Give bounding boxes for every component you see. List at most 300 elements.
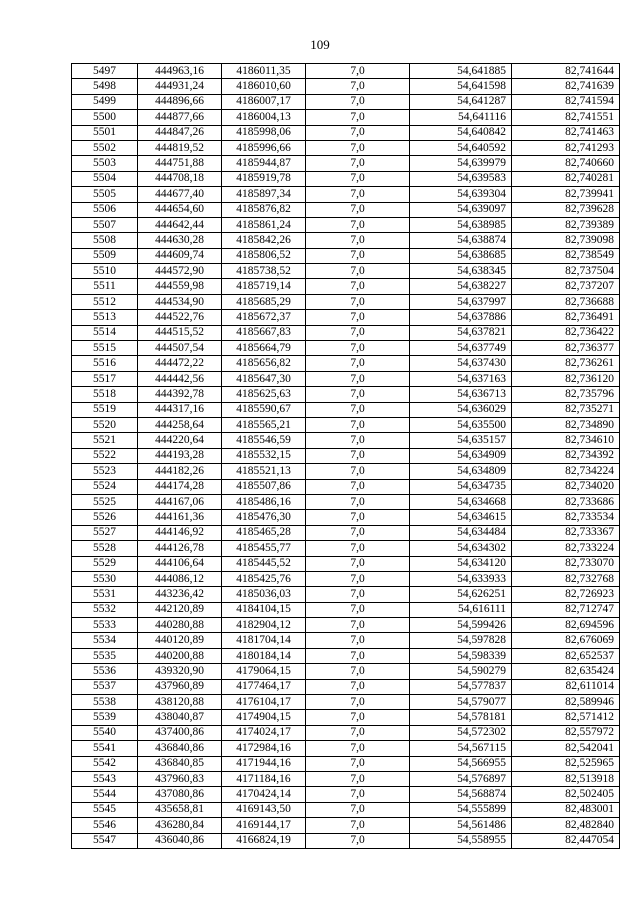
longitude-cell: 82,652537 <box>512 648 620 663</box>
point-number-cell: 5537 <box>72 679 138 694</box>
longitude-cell: 82,734890 <box>512 417 620 432</box>
x-coordinate-cell: 444258,64 <box>138 417 222 432</box>
x-coordinate-cell: 444877,66 <box>138 110 222 125</box>
longitude-cell: 82,525965 <box>512 756 620 771</box>
longitude-cell: 82,741463 <box>512 125 620 140</box>
table-row <box>72 695 620 710</box>
latitude-cell: 54,637163 <box>410 371 512 386</box>
x-coordinate-cell: 440120,89 <box>138 633 222 648</box>
x-coordinate-cell: 437960,89 <box>138 679 222 694</box>
y-coordinate-cell: 4185036,03 <box>222 587 306 602</box>
y-coordinate-cell: 4185876,82 <box>222 202 306 217</box>
table-row <box>72 479 620 494</box>
table-row <box>72 448 620 463</box>
longitude-cell: 82,611014 <box>512 679 620 694</box>
table-row <box>72 494 620 509</box>
latitude-cell: 54,634484 <box>410 525 512 540</box>
longitude-cell: 82,741639 <box>512 79 620 94</box>
x-coordinate-cell: 444572,90 <box>138 264 222 279</box>
y-coordinate-cell: 4185647,30 <box>222 371 306 386</box>
x-coordinate-cell: 444630,28 <box>138 233 222 248</box>
table-row <box>72 310 620 325</box>
table-row <box>72 802 620 817</box>
table-row <box>72 248 620 263</box>
accuracy-cell: 7,0 <box>306 264 410 279</box>
accuracy-cell: 7,0 <box>306 525 410 540</box>
accuracy-cell: 7,0 <box>306 217 410 232</box>
y-coordinate-cell: 4185806,52 <box>222 248 306 263</box>
longitude-cell: 82,739941 <box>512 187 620 202</box>
accuracy-cell: 7,0 <box>306 633 410 648</box>
y-coordinate-cell: 4174904,15 <box>222 710 306 725</box>
accuracy-cell: 7,0 <box>306 541 410 556</box>
y-coordinate-cell: 4185738,52 <box>222 264 306 279</box>
accuracy-cell: 7,0 <box>306 494 410 509</box>
point-number-cell: 5535 <box>72 648 138 663</box>
y-coordinate-cell: 4172984,16 <box>222 741 306 756</box>
point-number-cell: 5531 <box>72 587 138 602</box>
accuracy-cell: 7,0 <box>306 156 410 171</box>
accuracy-cell: 7,0 <box>306 695 410 710</box>
point-number-cell: 5506 <box>72 202 138 217</box>
accuracy-cell: 7,0 <box>306 402 410 417</box>
latitude-cell: 54,636713 <box>410 387 512 402</box>
latitude-cell: 54,635157 <box>410 433 512 448</box>
y-coordinate-cell: 4185486,16 <box>222 494 306 509</box>
accuracy-cell: 7,0 <box>306 294 410 309</box>
accuracy-cell: 7,0 <box>306 125 410 140</box>
latitude-cell: 54,641598 <box>410 79 512 94</box>
table-row <box>72 571 620 586</box>
longitude-cell: 82,513918 <box>512 771 620 786</box>
longitude-cell: 82,732768 <box>512 571 620 586</box>
point-number-cell: 5520 <box>72 417 138 432</box>
table-row <box>72 556 620 571</box>
x-coordinate-cell: 444819,52 <box>138 140 222 155</box>
latitude-cell: 54,641885 <box>410 64 512 79</box>
accuracy-cell: 7,0 <box>306 171 410 186</box>
accuracy-cell: 7,0 <box>306 371 410 386</box>
longitude-cell: 82,736261 <box>512 356 620 371</box>
accuracy-cell: 7,0 <box>306 64 410 79</box>
x-coordinate-cell: 444559,98 <box>138 279 222 294</box>
accuracy-cell: 7,0 <box>306 479 410 494</box>
x-coordinate-cell: 444146,92 <box>138 525 222 540</box>
y-coordinate-cell: 4186007,17 <box>222 94 306 109</box>
latitude-cell: 54,568874 <box>410 787 512 802</box>
point-number-cell: 5543 <box>72 771 138 786</box>
latitude-cell: 54,578181 <box>410 710 512 725</box>
latitude-cell: 54,634809 <box>410 464 512 479</box>
point-number-cell: 5502 <box>72 140 138 155</box>
latitude-cell: 54,639097 <box>410 202 512 217</box>
table-row <box>72 417 620 432</box>
accuracy-cell: 7,0 <box>306 756 410 771</box>
latitude-cell: 54,626251 <box>410 587 512 602</box>
latitude-cell: 54,641116 <box>410 110 512 125</box>
x-coordinate-cell: 438120,88 <box>138 695 222 710</box>
x-coordinate-cell: 444161,36 <box>138 510 222 525</box>
latitude-cell: 54,639979 <box>410 156 512 171</box>
longitude-cell: 82,733367 <box>512 525 620 540</box>
latitude-cell: 54,640592 <box>410 140 512 155</box>
latitude-cell: 54,640842 <box>410 125 512 140</box>
x-coordinate-cell: 444193,28 <box>138 448 222 463</box>
accuracy-cell: 7,0 <box>306 648 410 663</box>
latitude-cell: 54,634735 <box>410 479 512 494</box>
y-coordinate-cell: 4185719,14 <box>222 279 306 294</box>
table-row <box>72 325 620 340</box>
y-coordinate-cell: 4177464,17 <box>222 679 306 694</box>
point-number-cell: 5533 <box>72 618 138 633</box>
x-coordinate-cell: 444654,60 <box>138 202 222 217</box>
point-number-cell: 5538 <box>72 695 138 710</box>
x-coordinate-cell: 444963,16 <box>138 64 222 79</box>
accuracy-cell: 7,0 <box>306 664 410 679</box>
point-number-cell: 5541 <box>72 741 138 756</box>
table-row <box>72 725 620 740</box>
accuracy-cell: 7,0 <box>306 79 410 94</box>
y-coordinate-cell: 4184104,15 <box>222 602 306 617</box>
longitude-cell: 82,736120 <box>512 371 620 386</box>
accuracy-cell: 7,0 <box>306 325 410 340</box>
longitude-cell: 82,733070 <box>512 556 620 571</box>
point-number-cell: 5529 <box>72 556 138 571</box>
longitude-cell: 82,635424 <box>512 664 620 679</box>
longitude-cell: 82,733686 <box>512 494 620 509</box>
accuracy-cell: 7,0 <box>306 802 410 817</box>
point-number-cell: 5517 <box>72 371 138 386</box>
accuracy-cell: 7,0 <box>306 725 410 740</box>
accuracy-cell: 7,0 <box>306 679 410 694</box>
x-coordinate-cell: 444472,22 <box>138 356 222 371</box>
y-coordinate-cell: 4166824,19 <box>222 833 306 848</box>
table-row <box>72 217 620 232</box>
y-coordinate-cell: 4186010,60 <box>222 79 306 94</box>
point-number-cell: 5511 <box>72 279 138 294</box>
page-number: 109 <box>310 37 330 52</box>
point-number-cell: 5519 <box>72 402 138 417</box>
latitude-cell: 54,634909 <box>410 448 512 463</box>
latitude-cell: 54,576897 <box>410 771 512 786</box>
table-row <box>72 464 620 479</box>
table-row <box>72 402 620 417</box>
latitude-cell: 54,590279 <box>410 664 512 679</box>
latitude-cell: 54,572302 <box>410 725 512 740</box>
y-coordinate-cell: 4185861,24 <box>222 217 306 232</box>
longitude-cell: 82,734392 <box>512 448 620 463</box>
x-coordinate-cell: 444522,76 <box>138 310 222 325</box>
latitude-cell: 54,634615 <box>410 510 512 525</box>
table-row <box>72 294 620 309</box>
longitude-cell: 82,736688 <box>512 294 620 309</box>
x-coordinate-cell: 444642,44 <box>138 217 222 232</box>
point-number-cell: 5547 <box>72 833 138 848</box>
accuracy-cell: 7,0 <box>306 248 410 263</box>
table-row <box>72 618 620 633</box>
latitude-cell: 54,636029 <box>410 402 512 417</box>
accuracy-cell: 7,0 <box>306 356 410 371</box>
accuracy-cell: 7,0 <box>306 602 410 617</box>
table-row <box>72 664 620 679</box>
longitude-cell: 82,735271 <box>512 402 620 417</box>
point-number-cell: 5497 <box>72 64 138 79</box>
y-coordinate-cell: 4171184,16 <box>222 771 306 786</box>
x-coordinate-cell: 436840,86 <box>138 741 222 756</box>
y-coordinate-cell: 4185521,13 <box>222 464 306 479</box>
latitude-cell: 54,598339 <box>410 648 512 663</box>
accuracy-cell: 7,0 <box>306 771 410 786</box>
table-row <box>72 341 620 356</box>
y-coordinate-cell: 4185476,30 <box>222 510 306 525</box>
x-coordinate-cell: 437400,86 <box>138 725 222 740</box>
table-row <box>72 710 620 725</box>
accuracy-cell: 7,0 <box>306 818 410 833</box>
point-number-cell: 5510 <box>72 264 138 279</box>
latitude-cell: 54,577837 <box>410 679 512 694</box>
accuracy-cell: 7,0 <box>306 279 410 294</box>
latitude-cell: 54,597828 <box>410 633 512 648</box>
coordinates-table-body <box>72 64 620 849</box>
table-row <box>72 125 620 140</box>
x-coordinate-cell: 436280,84 <box>138 818 222 833</box>
x-coordinate-cell: 438040,87 <box>138 710 222 725</box>
x-coordinate-cell: 435658,81 <box>138 802 222 817</box>
x-coordinate-cell: 436040,86 <box>138 833 222 848</box>
longitude-cell: 82,482840 <box>512 818 620 833</box>
y-coordinate-cell: 4170424,14 <box>222 787 306 802</box>
latitude-cell: 54,633933 <box>410 571 512 586</box>
point-number-cell: 5512 <box>72 294 138 309</box>
latitude-cell: 54,638985 <box>410 217 512 232</box>
accuracy-cell: 7,0 <box>306 833 410 848</box>
longitude-cell: 82,739389 <box>512 217 620 232</box>
x-coordinate-cell: 444086,12 <box>138 571 222 586</box>
point-number-cell: 5540 <box>72 725 138 740</box>
x-coordinate-cell: 443236,42 <box>138 587 222 602</box>
accuracy-cell: 7,0 <box>306 618 410 633</box>
y-coordinate-cell: 4185672,37 <box>222 310 306 325</box>
point-number-cell: 5518 <box>72 387 138 402</box>
accuracy-cell: 7,0 <box>306 510 410 525</box>
y-coordinate-cell: 4185656,82 <box>222 356 306 371</box>
y-coordinate-cell: 4176104,17 <box>222 695 306 710</box>
table-row <box>72 756 620 771</box>
longitude-cell: 82,740281 <box>512 171 620 186</box>
table-row <box>72 187 620 202</box>
y-coordinate-cell: 4185842,26 <box>222 233 306 248</box>
accuracy-cell: 7,0 <box>306 448 410 463</box>
table-row <box>72 356 620 371</box>
point-number-cell: 5542 <box>72 756 138 771</box>
y-coordinate-cell: 4185546,59 <box>222 433 306 448</box>
x-coordinate-cell: 444317,16 <box>138 402 222 417</box>
longitude-cell: 82,740660 <box>512 156 620 171</box>
y-coordinate-cell: 4185625,63 <box>222 387 306 402</box>
y-coordinate-cell: 4185465,28 <box>222 525 306 540</box>
longitude-cell: 82,733534 <box>512 510 620 525</box>
point-number-cell: 5499 <box>72 94 138 109</box>
longitude-cell: 82,734020 <box>512 479 620 494</box>
longitude-cell: 82,694596 <box>512 618 620 633</box>
table-row <box>72 541 620 556</box>
point-number-cell: 5498 <box>72 79 138 94</box>
x-coordinate-cell: 444126,78 <box>138 541 222 556</box>
longitude-cell: 82,736422 <box>512 325 620 340</box>
longitude-cell: 82,712747 <box>512 602 620 617</box>
table-row <box>72 602 620 617</box>
point-number-cell: 5525 <box>72 494 138 509</box>
y-coordinate-cell: 4185897,34 <box>222 187 306 202</box>
y-coordinate-cell: 4185590,67 <box>222 402 306 417</box>
latitude-cell: 54,634668 <box>410 494 512 509</box>
y-coordinate-cell: 4185664,79 <box>222 341 306 356</box>
table-row <box>72 818 620 833</box>
table-row <box>72 233 620 248</box>
x-coordinate-cell: 444220,64 <box>138 433 222 448</box>
longitude-cell: 82,737504 <box>512 264 620 279</box>
point-number-cell: 5501 <box>72 125 138 140</box>
accuracy-cell: 7,0 <box>306 587 410 602</box>
table-row <box>72 587 620 602</box>
latitude-cell: 54,561486 <box>410 818 512 833</box>
point-number-cell: 5521 <box>72 433 138 448</box>
accuracy-cell: 7,0 <box>306 710 410 725</box>
y-coordinate-cell: 4185944,87 <box>222 156 306 171</box>
y-coordinate-cell: 4185507,86 <box>222 479 306 494</box>
table-row <box>72 771 620 786</box>
accuracy-cell: 7,0 <box>306 741 410 756</box>
latitude-cell: 54,634302 <box>410 541 512 556</box>
point-number-cell: 5526 <box>72 510 138 525</box>
accuracy-cell: 7,0 <box>306 571 410 586</box>
x-coordinate-cell: 444708,18 <box>138 171 222 186</box>
accuracy-cell: 7,0 <box>306 94 410 109</box>
x-coordinate-cell: 444515,52 <box>138 325 222 340</box>
longitude-cell: 82,739098 <box>512 233 620 248</box>
x-coordinate-cell: 442120,89 <box>138 602 222 617</box>
longitude-cell: 82,735796 <box>512 387 620 402</box>
latitude-cell: 54,616111 <box>410 602 512 617</box>
latitude-cell: 54,641287 <box>410 94 512 109</box>
x-coordinate-cell: 439320,90 <box>138 664 222 679</box>
latitude-cell: 54,639583 <box>410 171 512 186</box>
point-number-cell: 5514 <box>72 325 138 340</box>
y-coordinate-cell: 4169144,17 <box>222 818 306 833</box>
table-row <box>72 171 620 186</box>
accuracy-cell: 7,0 <box>306 202 410 217</box>
x-coordinate-cell: 444896,66 <box>138 94 222 109</box>
x-coordinate-cell: 444167,06 <box>138 494 222 509</box>
latitude-cell: 54,638874 <box>410 233 512 248</box>
accuracy-cell: 7,0 <box>306 140 410 155</box>
latitude-cell: 54,599426 <box>410 618 512 633</box>
latitude-cell: 54,638227 <box>410 279 512 294</box>
longitude-cell: 82,741644 <box>512 64 620 79</box>
table-row <box>72 433 620 448</box>
longitude-cell: 82,447054 <box>512 833 620 848</box>
longitude-cell: 82,571412 <box>512 710 620 725</box>
point-number-cell: 5539 <box>72 710 138 725</box>
latitude-cell: 54,637430 <box>410 356 512 371</box>
x-coordinate-cell: 437080,86 <box>138 787 222 802</box>
y-coordinate-cell: 4185667,83 <box>222 325 306 340</box>
point-number-cell: 5530 <box>72 571 138 586</box>
point-number-cell: 5516 <box>72 356 138 371</box>
longitude-cell: 82,483001 <box>512 802 620 817</box>
longitude-cell: 82,739628 <box>512 202 620 217</box>
y-coordinate-cell: 4185565,21 <box>222 417 306 432</box>
longitude-cell: 82,589946 <box>512 695 620 710</box>
point-number-cell: 5500 <box>72 110 138 125</box>
accuracy-cell: 7,0 <box>306 110 410 125</box>
point-number-cell: 5534 <box>72 633 138 648</box>
longitude-cell: 82,542041 <box>512 741 620 756</box>
point-number-cell: 5515 <box>72 341 138 356</box>
y-coordinate-cell: 4182904,12 <box>222 618 306 633</box>
x-coordinate-cell: 444106,64 <box>138 556 222 571</box>
table-row <box>72 110 620 125</box>
longitude-cell: 82,741594 <box>512 94 620 109</box>
accuracy-cell: 7,0 <box>306 787 410 802</box>
latitude-cell: 54,637749 <box>410 341 512 356</box>
point-number-cell: 5536 <box>72 664 138 679</box>
table-row <box>72 387 620 402</box>
longitude-cell: 82,734224 <box>512 464 620 479</box>
table-row <box>72 525 620 540</box>
y-coordinate-cell: 4186004,13 <box>222 110 306 125</box>
latitude-cell: 54,639304 <box>410 187 512 202</box>
latitude-cell: 54,638685 <box>410 248 512 263</box>
accuracy-cell: 7,0 <box>306 233 410 248</box>
table-row <box>72 94 620 109</box>
longitude-cell: 82,737207 <box>512 279 620 294</box>
y-coordinate-cell: 4185532,15 <box>222 448 306 463</box>
longitude-cell: 82,676069 <box>512 633 620 648</box>
x-coordinate-cell: 444609,74 <box>138 248 222 263</box>
x-coordinate-cell: 444677,40 <box>138 187 222 202</box>
y-coordinate-cell: 4185685,29 <box>222 294 306 309</box>
point-number-cell: 5522 <box>72 448 138 463</box>
longitude-cell: 82,502405 <box>512 787 620 802</box>
latitude-cell: 54,634120 <box>410 556 512 571</box>
y-coordinate-cell: 4185425,76 <box>222 571 306 586</box>
table-row <box>72 279 620 294</box>
longitude-cell: 82,734610 <box>512 433 620 448</box>
x-coordinate-cell: 444442,56 <box>138 371 222 386</box>
longitude-cell: 82,557972 <box>512 725 620 740</box>
longitude-cell: 82,736377 <box>512 341 620 356</box>
table-row <box>72 64 620 79</box>
point-number-cell: 5504 <box>72 171 138 186</box>
point-number-cell: 5544 <box>72 787 138 802</box>
accuracy-cell: 7,0 <box>306 310 410 325</box>
point-number-cell: 5509 <box>72 248 138 263</box>
point-number-cell: 5523 <box>72 464 138 479</box>
accuracy-cell: 7,0 <box>306 341 410 356</box>
point-number-cell: 5505 <box>72 187 138 202</box>
latitude-cell: 54,637997 <box>410 294 512 309</box>
table-row <box>72 787 620 802</box>
table-row <box>72 156 620 171</box>
accuracy-cell: 7,0 <box>306 556 410 571</box>
table-row <box>72 264 620 279</box>
point-number-cell: 5524 <box>72 479 138 494</box>
longitude-cell: 82,736491 <box>512 310 620 325</box>
point-number-cell: 5513 <box>72 310 138 325</box>
table-row <box>72 679 620 694</box>
table-row <box>72 741 620 756</box>
